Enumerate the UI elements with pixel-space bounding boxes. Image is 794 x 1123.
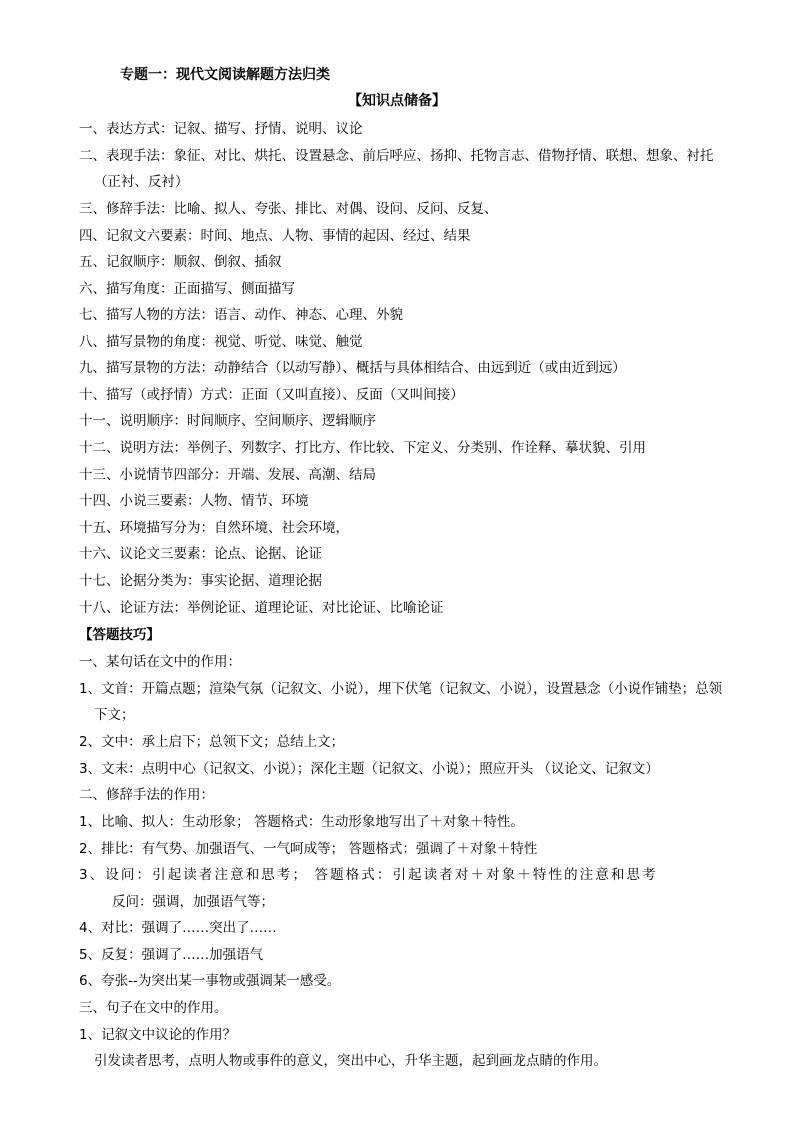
skills-line: 2、文中：承上启下；总领下文；总结上文； (79, 734, 345, 750)
knowledge-line: 五、记叙顺序：顺叙、倒叙、插叙 (79, 254, 282, 270)
skills-line: 2、排比：有气势、加强语气、一气呵成等； 答题格式：强调了＋对象＋特性 (79, 841, 538, 857)
skills-line: 一、某句话在文中的作用： (79, 654, 241, 670)
skills-line: 二、修辞手法的作用： (79, 787, 214, 803)
skills-line: 引发读者思考，点明人物或事件的意义，突出中心，升华主题，起到画龙点睛的作用。 (94, 1053, 607, 1069)
knowledge-line: 十五、环境描写分为：自然环境、社会环境， (79, 520, 349, 536)
knowledge-line: 二、表现手法：象征、对比、烘托、设置悬念、前后呼应、扬抑、托物言志、借物抒情、联想、想象、衬托 (79, 148, 714, 164)
knowledge-line: 十、描写（或抒情）方式：正面（又叫直接）、反面（又叫间接） (79, 387, 464, 403)
skills-line: 1、文首：开篇点题；渲染气氛（记叙文、小说），埋下伏笔（记叙文、小说），设置悬念（小说作铺垫；总领 (79, 681, 723, 697)
section-heading-knowledge: 【知识点储备】 (348, 93, 446, 109)
knowledge-line: 四、记叙文六要素：时间、地点、人物、事情的起因、经过、结果 (79, 228, 471, 244)
knowledge-line: 十四、小说三要素：人物、情节、环境 (79, 493, 309, 509)
knowledge-line: 十二、说明方法：举例子、列数字、打比方、作比较、下定义、分类别、作诠释、摹状貌、引用 (79, 440, 646, 456)
skills-line: 1、记叙文中议论的作用？ (79, 1027, 237, 1043)
skills-line: 4、对比：强调了……突出了…… (79, 920, 277, 936)
knowledge-line: 六、描写角度：正面描写、侧面描写 (79, 281, 295, 297)
knowledge-line: 十一、说明顺序：时间顺序、空间顺序、逻辑顺序 (79, 413, 376, 429)
skills-line: 三、句子在文中的作用。 (79, 1000, 228, 1016)
skills-line: 3、文末：点明中心（记叙文、小说）；深化主题（记叙文、小说）；照应开头 （议论文、记叙文） (79, 761, 659, 777)
skills-line: 下文； (94, 707, 135, 723)
skills-line: 5、反复：强调了……加强语气 (79, 947, 264, 963)
skills-line: 3、设问：引起读者注意和思考； 答题格式：引起读者对＋对象＋特性的注意和思考 (79, 867, 658, 883)
skills-line: 6、夸张--为突出某一事物或强调某一感受。 (79, 973, 341, 989)
knowledge-line: 十七、论据分类为：事实论据、道理论据 (79, 573, 322, 589)
knowledge-line: 十三、小说情节四部分：开端、发展、高潮、结局 (79, 467, 376, 483)
knowledge-line: 八、描写景物的角度：视觉、听觉、味觉、触觉 (79, 334, 363, 350)
skills-line: 反问：强调，加强语气等； (112, 894, 274, 910)
doc-title: 专题一：现代文阅读解题方法归类 (120, 67, 330, 83)
section-heading-skills: 【答题技巧】 (79, 627, 160, 643)
knowledge-line: 一、表达方式：记叙、描写、抒情、说明、议论 (79, 121, 363, 137)
knowledge-line: （正衬、反衬） (94, 174, 189, 190)
knowledge-line: 十八、论证方法：举例论证、道理论证、对比论证、比喻论证 (79, 600, 444, 616)
skills-line: 1、比喻、拟人：生动形象； 答题格式：生动形象地写出了＋对象＋特性。 (79, 814, 524, 830)
knowledge-line: 七、描写人物的方法：语言、动作、神态、心理、外貌 (79, 307, 403, 323)
knowledge-line: 十六、议论文三要素：论点、论据、论证 (79, 546, 322, 562)
knowledge-line: 三、修辞手法：比喻、拟人、夸张、排比、对偶、设问、反问、反复、 (79, 201, 498, 217)
knowledge-line: 九、描写景物的方法：动静结合（以动写静）、概括与具体相结合、由远到近（或由近到远） (79, 360, 626, 376)
